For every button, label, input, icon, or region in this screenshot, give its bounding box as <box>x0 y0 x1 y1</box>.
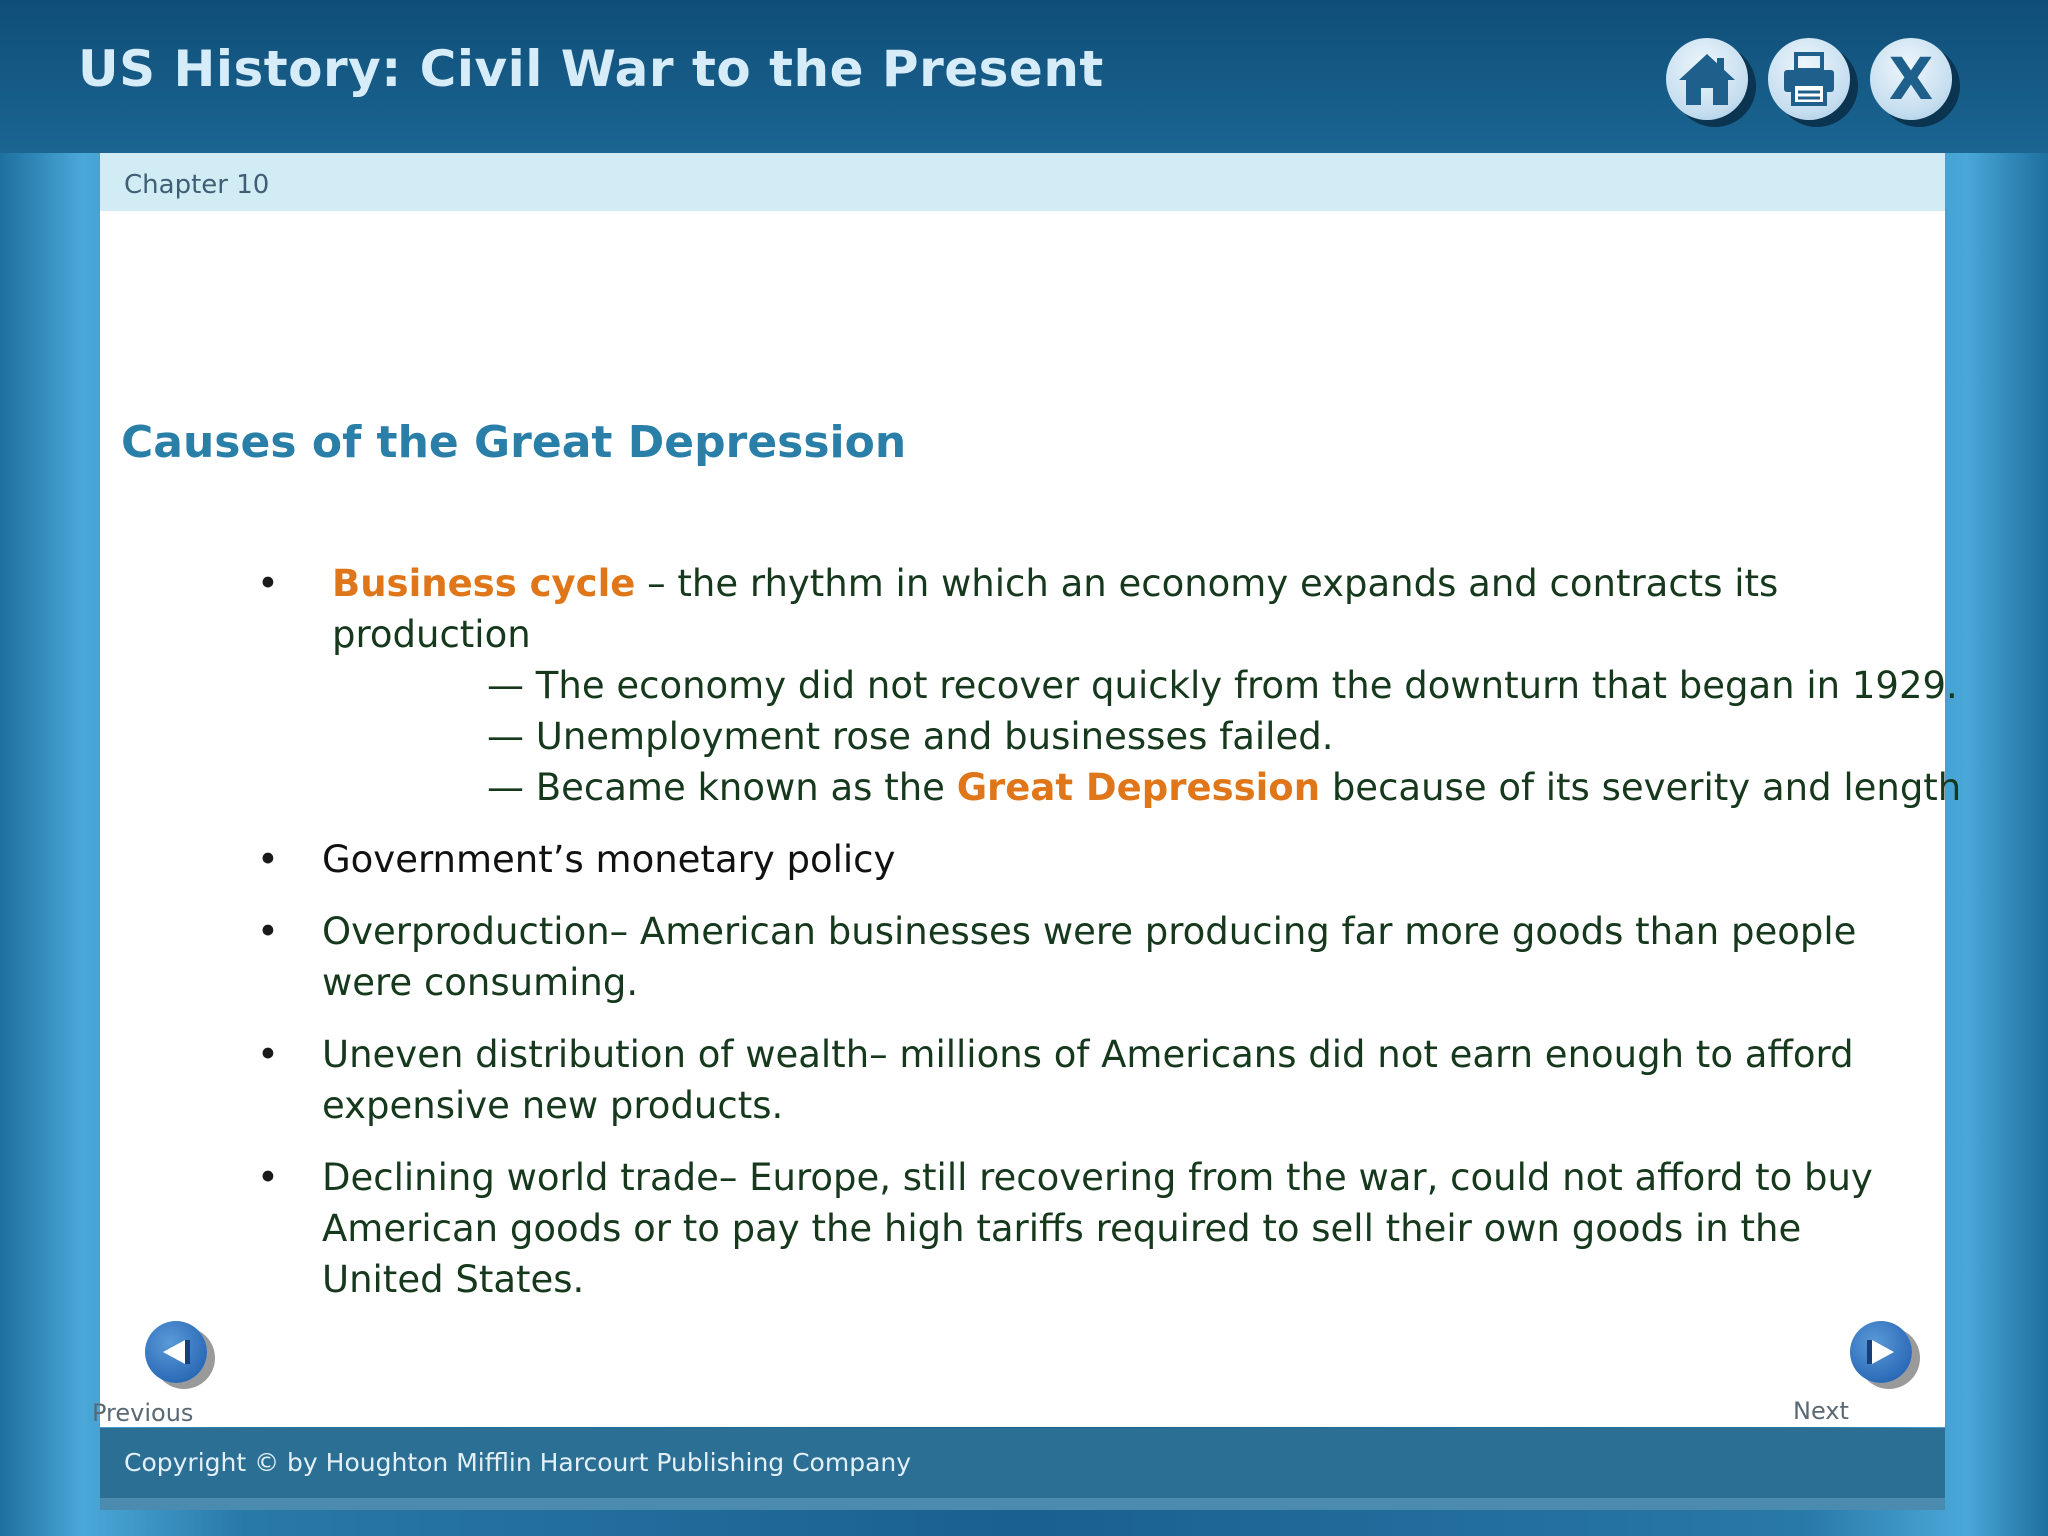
bullet-item <box>100 1029 1945 1131</box>
footer-bar <box>100 1428 1945 1498</box>
bullet-text: – the rhythm in which an economy expands and contracts its production <box>332 562 1779 656</box>
bullet-dot: • <box>257 1033 279 1076</box>
printer-icon <box>1781 51 1837 107</box>
sub-list <box>332 660 1962 813</box>
home-button[interactable] <box>1666 38 1748 120</box>
bullet-dot: • <box>257 562 279 605</box>
arrow-right-icon <box>1864 1337 1898 1367</box>
sub-item <box>332 762 1962 813</box>
bullet-text: Government’s monetary policy <box>322 838 896 881</box>
app-title: US History: Civil War to the Present <box>78 40 1104 98</box>
footer-bottom-strip <box>100 1498 1945 1510</box>
sub-item: — Unemployment rose and businesses failed. <box>487 715 1334 758</box>
next-button[interactable] <box>1850 1321 1912 1383</box>
bullet-dot: • <box>257 838 279 881</box>
bullet-dot: • <box>257 910 279 953</box>
print-button[interactable] <box>1768 38 1850 120</box>
next-label[interactable]: Next <box>1793 1397 1849 1425</box>
bullet-item <box>100 1152 1945 1305</box>
slide-heading: Causes of the Great Depression <box>121 417 907 468</box>
bullet-dot: • <box>257 1156 279 1199</box>
bullet-text: Declining world trade– Europe, still recovering from the war, could not afford to buy American goods or to pay the high tariffs required to sell their own goods in the United States. <box>322 1156 1873 1301</box>
chapter-bar <box>100 153 1945 211</box>
sub-item-text: — Became known as the <box>487 766 957 809</box>
bullet-list <box>100 558 1962 1326</box>
arrow-left-icon <box>159 1337 193 1367</box>
copyright-text: Copyright © by Houghton Mifflin Harcourt Publishing Company <box>124 1448 912 1477</box>
close-button[interactable] <box>1870 38 1952 120</box>
term-great-depression: Great Depression <box>956 766 1321 809</box>
close-icon: X <box>1888 45 1934 113</box>
bullet-text: Uneven distribution of wealth– millions of Americans did not earn enough to afford expensive new products. <box>322 1033 1854 1127</box>
previous-label[interactable]: Previous <box>92 1399 194 1427</box>
sub-item: — The economy did not recover quickly from the downturn that began in 1929. <box>487 664 1958 707</box>
previous-button[interactable] <box>145 1321 207 1383</box>
bullet-item <box>100 834 1945 885</box>
sub-item-text: because of its severity and length <box>1320 766 1962 809</box>
home-icon <box>1677 50 1737 108</box>
bullet-item <box>100 558 1962 813</box>
bullet-item <box>100 906 1945 1008</box>
slide-content <box>92 153 1962 1427</box>
bullet-text: Overproduction– American businesses were producing far more goods than people were consuming. <box>322 910 1857 1004</box>
chapter-label: Chapter 10 <box>124 170 270 200</box>
term-business-cycle: Business cycle <box>332 562 636 605</box>
